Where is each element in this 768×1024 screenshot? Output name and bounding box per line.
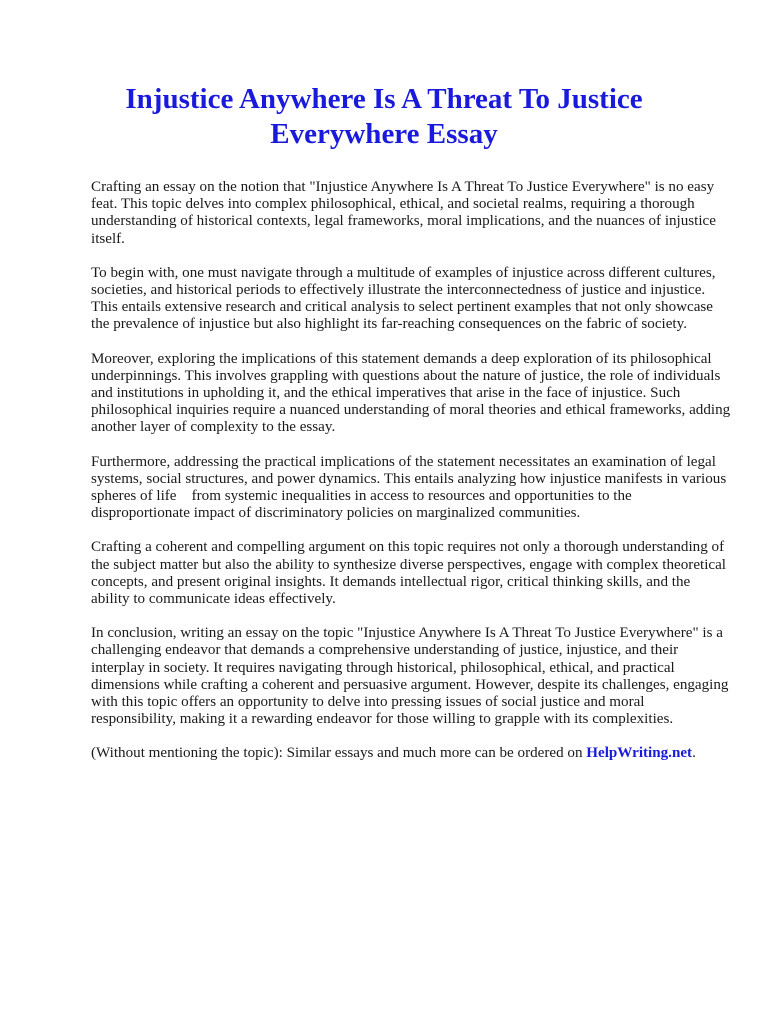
- paragraph-philosophy: Moreover, exploring the implications of this statement demands a deep exploration of its philosophical underpinnings. This involves grappling with questions about the nature of justice, the role of individuals and institutions in upholding it, and the ethical imperatives that arise in the face of injustice. Such philosophical inquiries require a nuanced understanding of moral theories and ethical frameworks, adding another layer of complexity to the essay.: [91, 350, 731, 436]
- promo-suffix: .: [692, 745, 696, 762]
- essay-body: [91, 179, 731, 780]
- page-title: Injustice Anywhere Is A Threat To Justice Everywhere Essay: [125, 83, 643, 150]
- paragraph-practical: Furthermore, addressing the practical implications of the statement necessitates an examination of legal systems, social structures, and power dynamics. This entails analyzing how injustice manifests in various spheres of life from systemic inequalities in access to resources and opportunities to the disproportionate impact of discriminatory policies on marginalized communities.: [91, 453, 727, 522]
- paragraph-conclusion: In conclusion, writing an essay on the topic "Injustice Anywhere Is A Threat To Justice Everywhere" is a challenging endeavor that demands a comprehensive understanding of justice, injustice, and their interplay in society. It requires navigating through historical, philosophical, ethical, and practical dimensions while crafting a coherent and persuasive argument. However, despite its challenges, engaging with this topic offers an opportunity to delve into pressing issues of social justice and moral responsibility, making it a rewarding endeavor for those willing to grapple with its complexities.: [91, 625, 729, 728]
- promo-paragraph: [91, 745, 731, 762]
- promo-text: (Without mentioning the topic): Similar essays and much more can be ordered on: [91, 745, 587, 762]
- paragraph-intro: Crafting an essay on the notion that "Injustice Anywhere Is A Threat To Justice Everywhere" is no easy feat. This topic delves into complex philosophical, ethical, and societal realms, requiring a thorough understanding of historical contexts, legal frameworks, moral implications, and the nuances of injustice itself.: [91, 179, 716, 247]
- paragraph-argument: Crafting a coherent and compelling argument on this topic requires not only a thorough understanding of the subject matter but also the ability to synthesize diverse perspectives, engage with complex theoretical concepts, and present original insights. It demands intellectual rigor, critical thinking skills, and the ability to communicate ideas effectively.: [91, 539, 726, 608]
- helpwriting-link[interactable]: HelpWriting.net: [586, 745, 693, 762]
- paragraph-examples: To begin with, one must navigate through a multitude of examples of injustice across different cultures, societies, and historical periods to effectively illustrate the interconnectedness of justice and injustice. This entails extensive research and critical analysis to select pertinent examples that not only showcase the prevalence of injustice but also highlight its far-reaching consequences on the fabric of society.: [91, 264, 716, 333]
